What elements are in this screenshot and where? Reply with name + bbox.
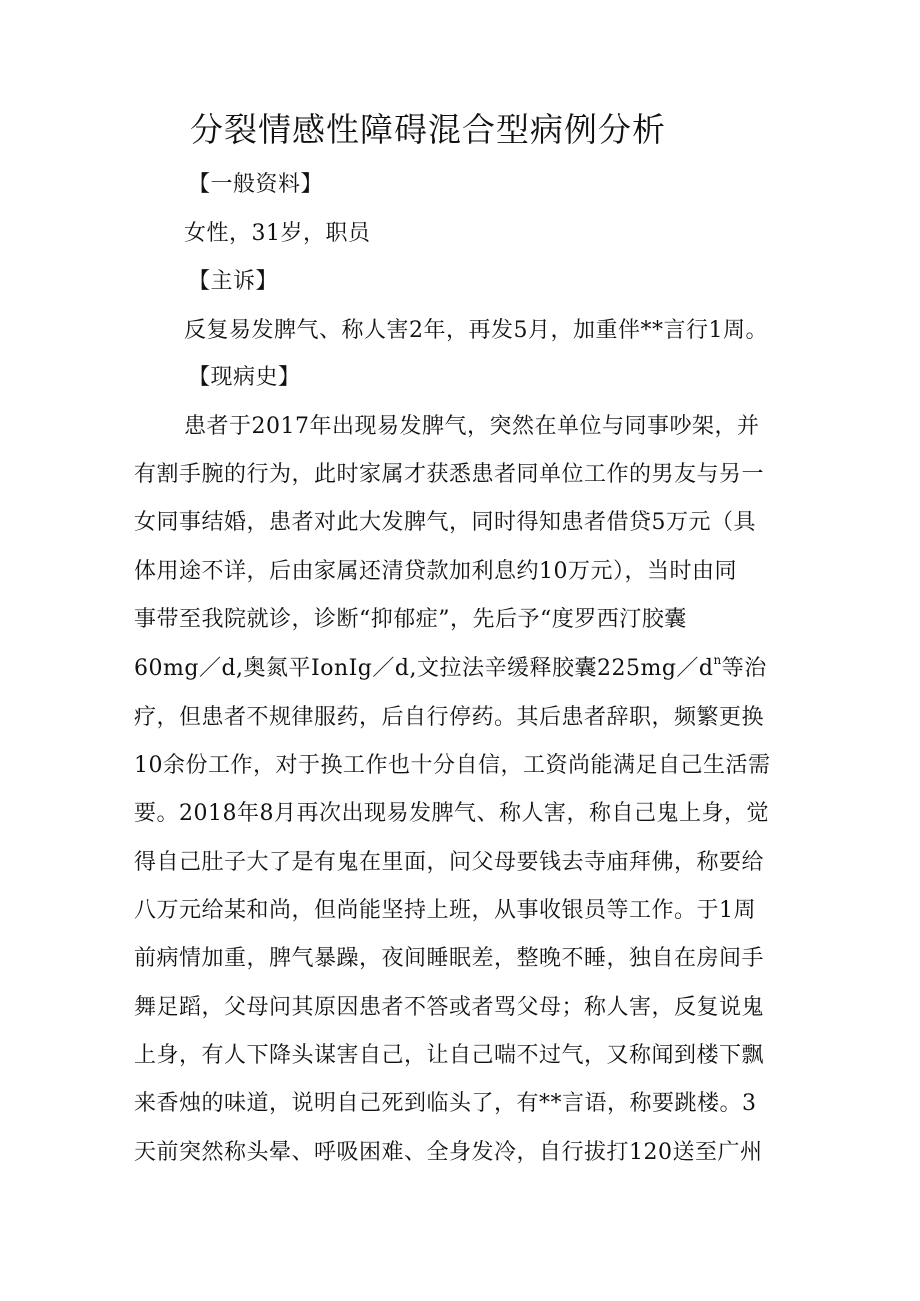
chief-complaint-text: 反复易发脾气、称人害2年，再发5月，加重伴**言行1周。 (184, 318, 768, 343)
history-line: 舞足蹈，父母问其原因患者不答或者骂父母；称人害，反复说鬼 (134, 995, 765, 1020)
document-title: 分裂情感性障碍混合型病例分析 (190, 110, 666, 149)
history-line-main: 60mg／d,奥氮平IonIg／d,文拉法辛缓释胶囊225mg／d (134, 656, 714, 681)
history-line: 来香烛的味道，说明自己死到临头了，有**言语，称要跳楼。3 (134, 1091, 757, 1116)
history-line: 10余份工作，对于换工作也十分自信，工资尚能满足自己生活需 (134, 753, 771, 778)
history-line: 上身，有人下降头谋害自己，让自己喘不过气，又称闻到楼下飘 (134, 1043, 765, 1068)
history-line: 得自己肚子大了是有鬼在里面，问父母要钱去寺庙拜佛，称要给 (134, 850, 765, 875)
chief-complaint-heading: 【主诉】 (188, 269, 279, 294)
present-history-heading: 【现病史】 (188, 365, 301, 390)
history-line: 要。2018年8月再次出现易发脾气、称人害，称自己鬼上身，觉 (134, 801, 769, 826)
history-line: 体用途不详，后由家属还清贷款加利息约10万元），当时由同 (134, 559, 737, 584)
history-line (134, 654, 767, 684)
history-line-superscript: n (713, 653, 722, 667)
history-line: 患者于2017年出现易发脾气，突然在单位与同事吵架，并 (184, 414, 760, 439)
history-line: 女同事结婚，患者对此大发脾气，同时得知患者借贷5万元（具 (134, 510, 756, 535)
history-line: 八万元给某和尚，但尚能坚持上班，从事收银员等工作。于1周 (134, 898, 756, 923)
history-line: 疗，但患者不规律服药，后自行停药。其后患者辞职，频繁更换 (134, 705, 765, 730)
history-line-tail: 等治 (721, 656, 767, 681)
history-line: 天前突然称头晕、呼吸困难、全身发冷，自行拔打120送至广州 (134, 1140, 763, 1165)
history-line: 前病情加重，脾气暴躁，夜间睡眠差，整晚不睡，独自在房间手 (134, 946, 765, 971)
general-info-text: 女性，31岁，职员 (184, 221, 371, 246)
general-info-heading: 【一般资料】 (188, 172, 324, 197)
history-line: 有割手腕的行为，此时家属才获悉患者同单位工作的男友与另一 (134, 462, 765, 487)
history-line: 事带至我院就诊，诊断“抑郁症”，先后予“度罗西汀胶囊 (134, 607, 687, 632)
